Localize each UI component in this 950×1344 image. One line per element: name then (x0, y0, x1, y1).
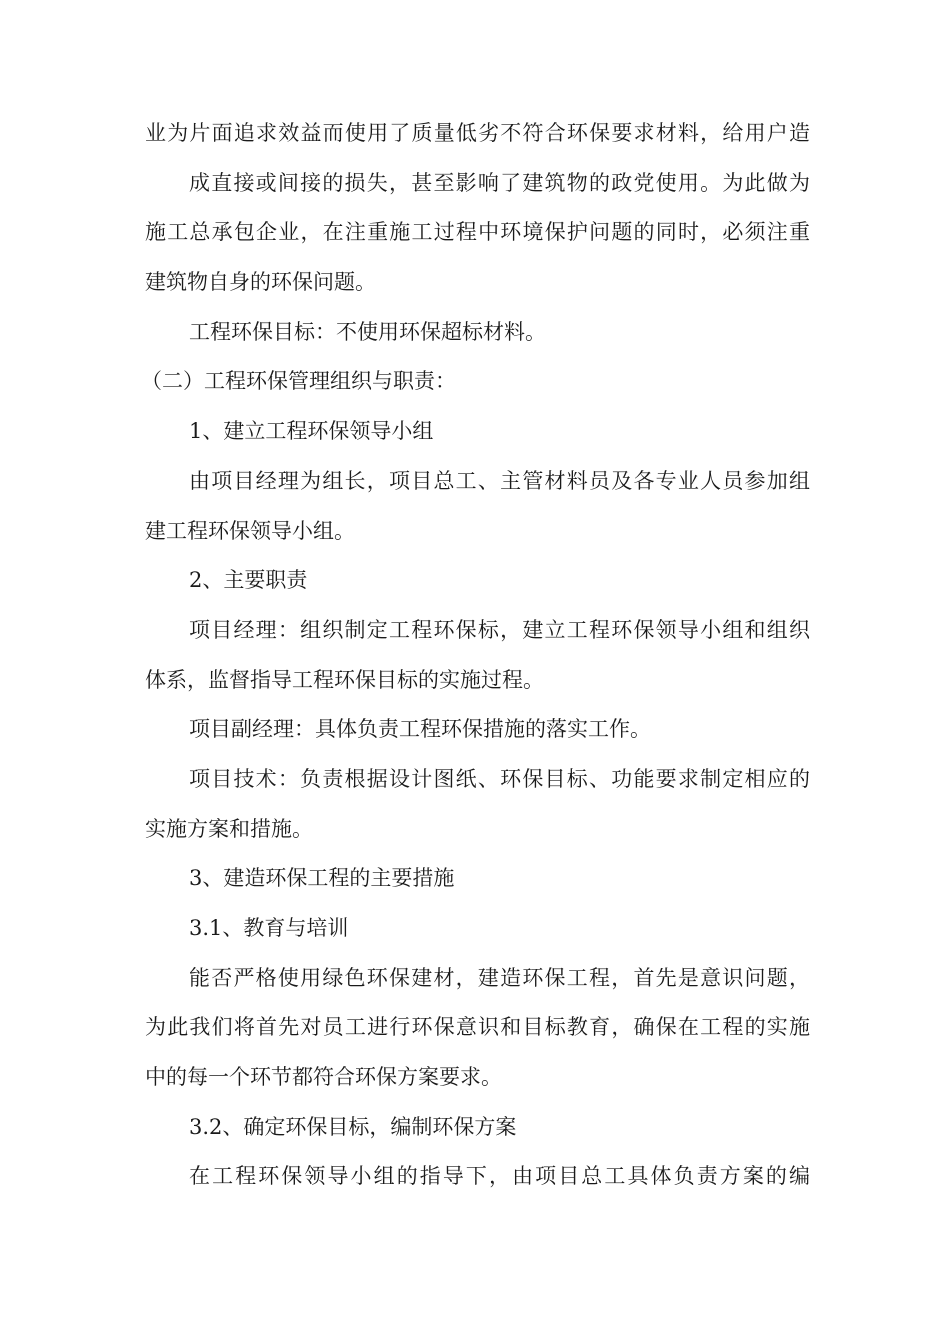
text-line: 在工程环保领导小组的指导下，由项目总工具体负责方案的编 (189, 1164, 810, 1189)
text-line: 业为片面追求效益而使用了质量低劣不符合环保要求材料，给用户造 (145, 121, 810, 145)
text-line: 成直接或间接的损失，甚至影响了建筑物的政党使用。为此做为 (189, 170, 810, 195)
subsection-heading: 1、建立工程环保领导小组 (189, 419, 434, 444)
text-line: 项目经理：组织制定工程环保标，建立工程环保领导小组和组织 (189, 617, 810, 642)
text-line: 由项目经理为组长，项目总工、主管材料员及各专业人员参加组 (189, 468, 810, 493)
document-body (141, 109, 810, 1202)
text-line: 项目技术：负责根据设计图纸、环保目标、功能要求制定相应的 (189, 766, 810, 791)
subsection-heading: 3、建造环保工程的主要措施 (189, 866, 455, 891)
text-line: 实施方案和措施。 (145, 816, 313, 841)
text-line: 建工程环保领导小组。 (145, 518, 355, 543)
section-heading: （二）工程环保管理组织与职责： (141, 369, 456, 394)
subsection-heading: 3.1、教育与培训 (189, 916, 349, 940)
subsection-heading: 2、主要职责 (189, 568, 308, 593)
text-line: 项目副经理：具体负责工程环保措施的落实工作。 (189, 717, 651, 742)
text-line: 为此我们将首先对员工进行环保意识和目标教育，确保在工程的实施 (145, 1015, 810, 1040)
text-line: 能否严格使用绿色环保建材，建造环保工程，首先是意识问题， (189, 965, 810, 990)
text-line: 建筑物自身的环保问题。 (145, 270, 376, 295)
text-line: 工程环保目标：不使用环保超标材料。 (189, 319, 546, 344)
text-line: 施工总承包企业，在注重施工过程中环境保护问题的同时，必须注重 (145, 220, 810, 245)
text-line: 中的每一个环节都符合环保方案要求。 (145, 1065, 502, 1090)
text-line: 体系，监督指导工程环保目标的实施过程。 (145, 667, 544, 692)
subsection-heading: 3.2、确定环保目标，编制环保方案 (189, 1114, 517, 1139)
